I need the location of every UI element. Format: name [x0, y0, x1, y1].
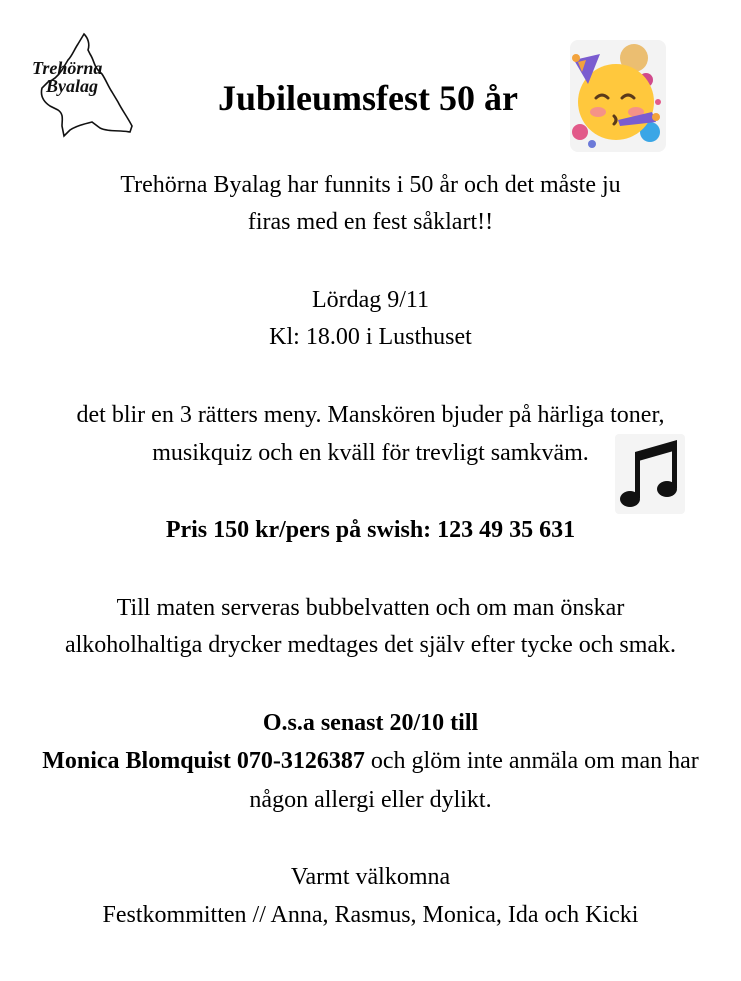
- event-time-place: Kl: 18.00 i Lusthuset: [269, 324, 472, 350]
- drinks-line-1: Till maten serveras bubbelvatten och om man önskar: [116, 595, 625, 621]
- osa-contact-line: [0, 746, 741, 776]
- welcome-text: Varmt välkomna: [290, 864, 451, 890]
- intro-line-1: Trehörna Byalag har funnits i 50 år och det måste ju: [120, 172, 621, 198]
- osa-heading: O.s.a senast 20/10 till: [262, 710, 479, 736]
- music-note-icon: [615, 434, 685, 514]
- signature-text: Festkommitten // Anna, Rasmus, Monica, Ida och Kicki: [102, 902, 639, 928]
- osa-contact: Monica Blomquist 070-3126387: [42, 748, 365, 774]
- osa-line-3: någon allergi eller dylikt.: [249, 787, 492, 813]
- logo-text-trehorna: Trehörna: [32, 58, 103, 78]
- event-date: Lördag 9/11: [311, 287, 430, 313]
- osa-contact-rest: och glöm inte anmäla om man har: [364, 748, 699, 774]
- drinks-line-2: alkoholhaltiga drycker medtages det själv efter tycke och smak.: [64, 632, 677, 658]
- page-title-text: Jubileumsfest 50 år: [218, 78, 518, 118]
- price-info: Pris 150 kr/pers på swish: 123 49 35 631: [165, 517, 576, 543]
- partying-face-icon: [570, 40, 666, 152]
- menu-line-2: musikquiz och en kväll för trevligt samkväm.: [152, 440, 589, 466]
- logo-text-byalag: Byalag: [46, 76, 98, 96]
- menu-line-1: det blir en 3 rätters meny. Manskören bjuder på härliga toner,: [76, 402, 665, 428]
- intro-line-2: firas med en fest såklart!!: [247, 209, 494, 235]
